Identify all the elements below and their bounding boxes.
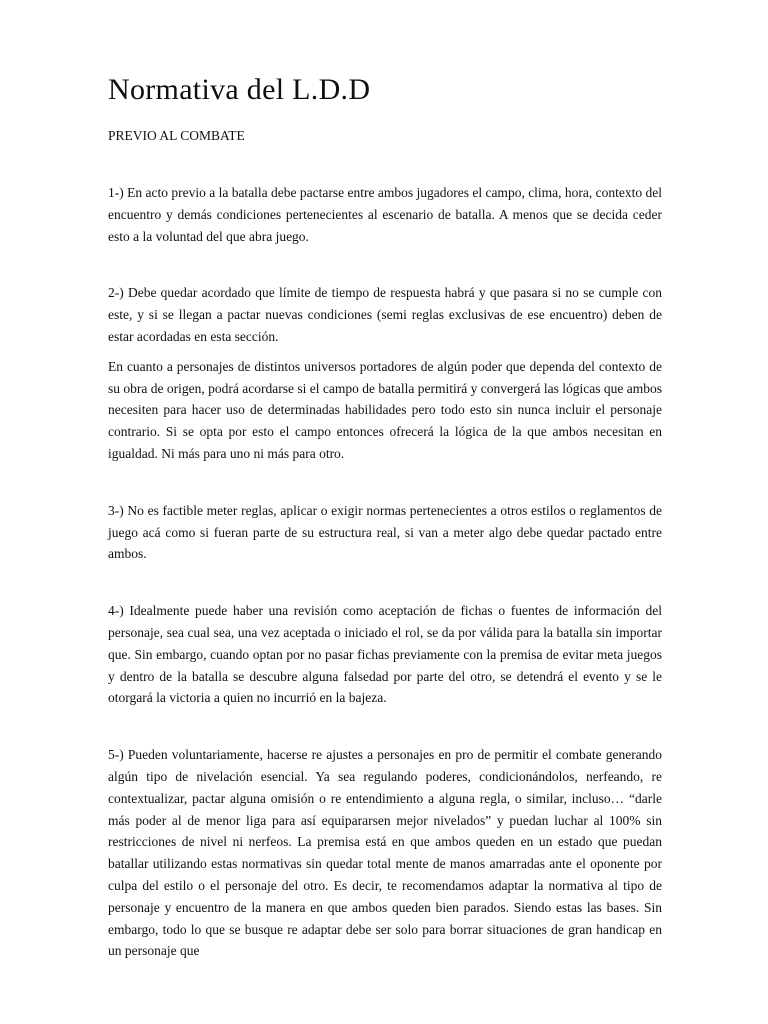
section-heading: PREVIO AL COMBATE [108, 128, 245, 143]
paragraph-2-continued: En cuanto a personajes de distintos universos portadores de algún poder que dependa del contexto de su obra de origen, podrá acordarse si el campo de batalla permitirá y convergerá las lógicas que ambos necesiten para hacer uso de determinadas habilidades pero todo esto sin nunca incluir el personaje contrario. Si se opta por esto el campo entonces ofrecerá la lógica de la que ambos necesitan en igualdad. Ni más para uno ni más para otro. [108, 358, 662, 461]
paragraph-2: 2-) Debe quedar acordado que límite de tiempo de respuesta habrá y que pasara si no se cumple con este, y si se llegan a pactar nuevas condiciones (semi reglas exclusivas de ese encuentro) deben de estar acordadas en esta sección. [108, 285, 662, 344]
document-title: Normativa del L.D.D [108, 73, 371, 106]
paragraph-4: 4-) Idealmente puede haber una revisión como aceptación de fichas o fuentes de información del personaje, sea cual sea, una vez aceptada o iniciado el rol, se da por válida para la batalla sin importar que. Sin embargo, cuando optan por no pasar fichas previamente con la premisa de evitar meta juegos y dentro de la batalla se descubre alguna falsedad por parte del otro, se detendrá el evento y se le otorgará la victoria a quien no incurrió en la bajeza. [108, 603, 662, 706]
paragraph-3: 3-) No es factible meter reglas, aplicar o exigir normas pertenecientes a otros estilos o reglamentos de juego acá como si fueran parte de su estructura real, si van a meter algo debe quedar pactado entre ambos. [108, 502, 662, 562]
paragraph-5: 5-) Pueden voluntariamente, hacerse re ajustes a personajes en pro de permitir el combate generando algún tipo de nivelación esencial. Ya sea regulando poderes, condicionándolos, nerfeando, re contextualizar, pactar alguna omisión o re entendimiento a alguna regla, o similar, incluso… “darle más poder al de menor liga para así equipararsen mejor nivelados” y puedan luchar al 100% sin restricciones de nivel ni nerfeos. La premisa está en que ambos queden en un estado que puedan batallar utilizando estas normativas sin quedar total mente de manos amarradas ante el oponente por culpa del estilo o el personaje del otro. Es decir, te recomendamos adaptar la normativa al tipo de personaje y encuentro de la manera en que ambos queden bien parados. Siendo estas las bases. Sin embargo, todo lo que se busque re adaptar debe ser solo para borrar situaciones de gran handicap en un personaje que [108, 747, 662, 959]
paragraph-1: 1-) En acto previo a la batalla debe pactarse entre ambos jugadores el campo, clima, hora, contexto del encuentro y demás condiciones pertenecientes al escenario de batalla. A menos que se decida ceder esto a la voluntad del que abra juego. [108, 185, 663, 244]
